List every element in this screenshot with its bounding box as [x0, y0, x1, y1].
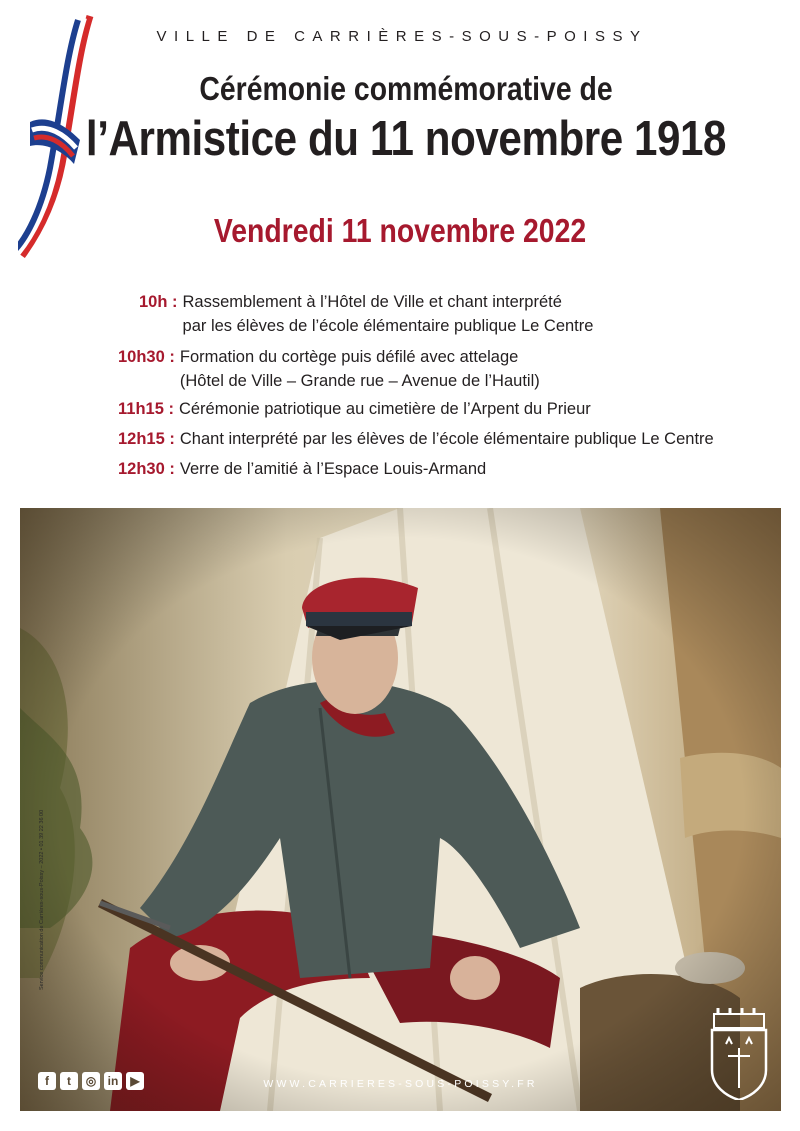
schedule-item: [118, 457, 486, 481]
schedule-desc: (Hôtel de Ville – Grande rue – Avenue de l’Hautil): [179, 372, 540, 390]
schedule-desc: Chant interprété par les élèves de l’école élémentaire publique Le Centre: [179, 430, 714, 448]
title-line-1: Cérémonie commémorative de: [199, 70, 613, 107]
twitter-icon[interactable]: t: [60, 1072, 78, 1090]
event-date: Vendredi 11 novembre 2022: [213, 212, 587, 249]
schedule-desc: Verre de l’amitié à l’Espace Louis-Armand: [179, 460, 487, 478]
schedule-time: 12h15 :: [118, 430, 175, 448]
soldier-illustration: [20, 508, 781, 1111]
facebook-icon[interactable]: f: [38, 1072, 56, 1090]
town-crest-icon: [708, 1008, 770, 1100]
website-link[interactable]: WWW.CARRIERES-SOUS-POISSY.FR: [263, 1078, 538, 1090]
schedule-time: 10h :: [139, 293, 178, 311]
town-name: VILLE DE CARRIÈRES-SOUS-POISSY: [156, 28, 648, 45]
credit-text: Service communication de Carrières-sous-Poissy – 2022 • 01 39 22 36 00: [39, 809, 45, 990]
schedule-time: 10h30 :: [118, 348, 175, 366]
schedule-item: [139, 290, 593, 338]
schedule-item: [118, 397, 591, 421]
schedule-desc: Cérémonie patriotique au cimetière de l’Arpent du Prieur: [178, 400, 591, 418]
schedule-time: 11h15 :: [118, 400, 174, 418]
schedule-desc: par les élèves de l’école élémentaire publique Le Centre: [182, 317, 594, 335]
schedule-time: 12h30 :: [118, 460, 175, 478]
schedule-item: [118, 345, 540, 393]
schedule-desc: Rassemblement à l’Hôtel de Ville et chant interprété: [182, 293, 562, 311]
soldier-photo: [20, 508, 781, 1111]
title-line-2: l’Armistice du 11 novembre 1918: [85, 112, 727, 166]
schedule-item: [118, 427, 714, 451]
instagram-icon[interactable]: ◎: [82, 1072, 100, 1090]
youtube-icon[interactable]: ▶: [126, 1072, 144, 1090]
linkedin-icon[interactable]: in: [104, 1072, 122, 1090]
schedule-desc: Formation du cortège puis défilé avec attelage: [179, 348, 519, 366]
